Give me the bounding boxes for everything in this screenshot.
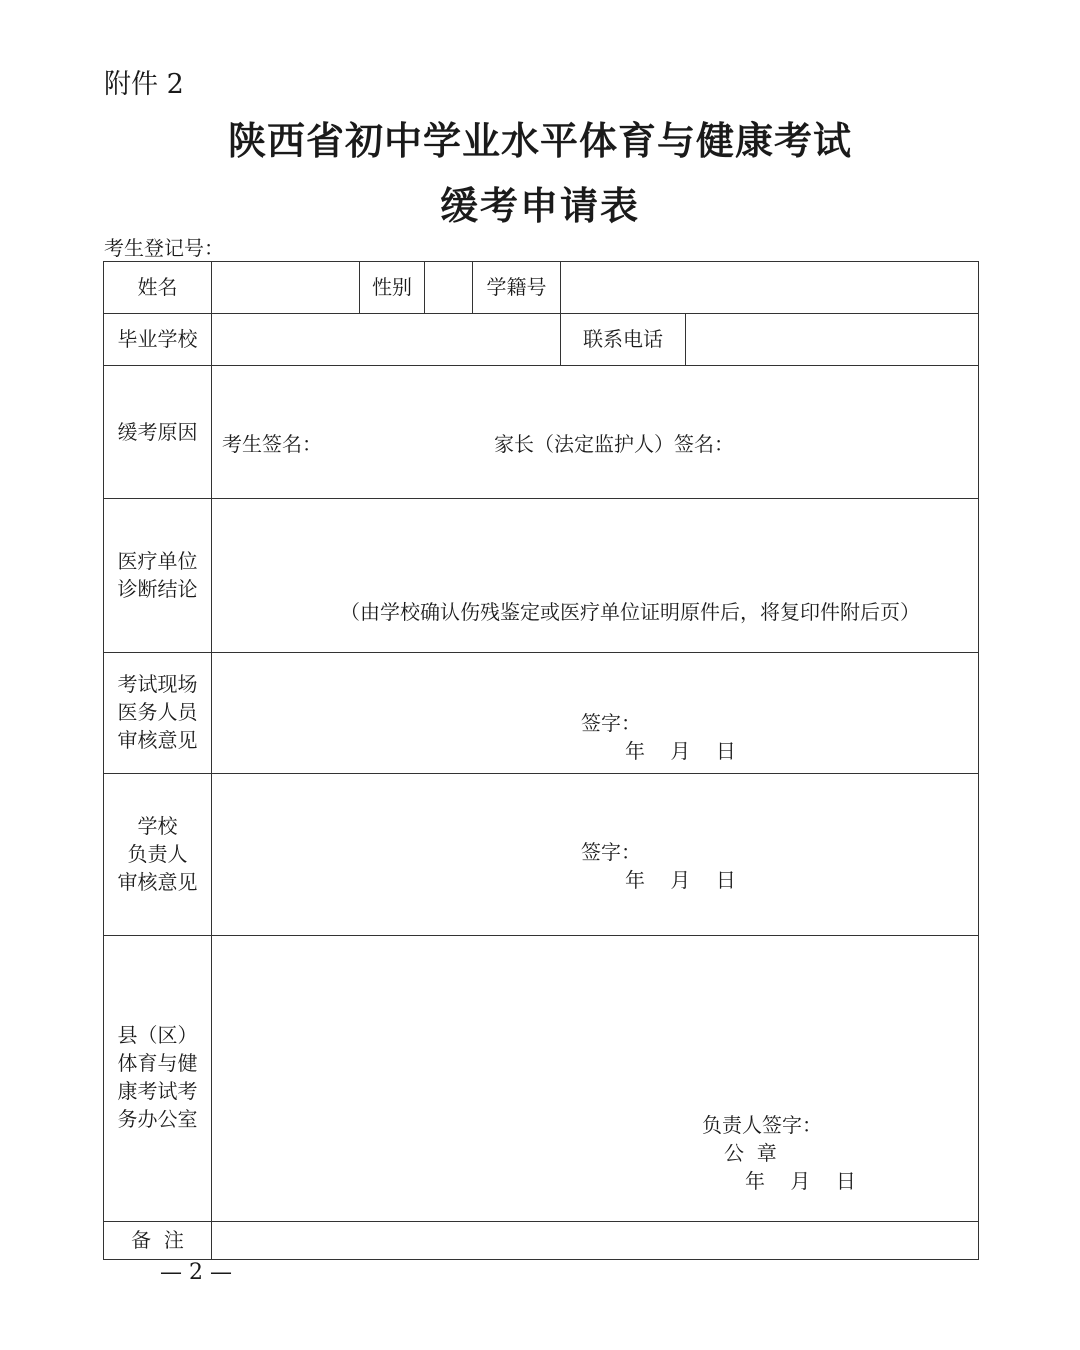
page-number: — 2 — bbox=[160, 1260, 232, 1285]
medical-note: （由学校确认伤残鉴定或医疗单位证明原件后，将复印件附后页） bbox=[340, 600, 920, 624]
county-label-line4: 务办公室 bbox=[117, 1107, 198, 1131]
county-head-signature-label: 负责人签字： bbox=[702, 1113, 822, 1137]
school-head-date: 年 月 日 bbox=[625, 868, 736, 892]
phone-field[interactable] bbox=[686, 314, 978, 365]
medical-label-line1: 医疗单位 bbox=[117, 549, 198, 573]
medical-conclusion-field[interactable] bbox=[212, 499, 978, 652]
onsite-label-line1: 考试现场 bbox=[117, 672, 198, 696]
onsite-signature-label: 签字： bbox=[581, 711, 641, 735]
registration-number-label: 考生登记号： bbox=[104, 236, 224, 260]
table-border-bottom bbox=[103, 1259, 979, 1260]
county-label-line1: 县（区） bbox=[117, 1023, 198, 1047]
remarks-label: 备 注 bbox=[131, 1228, 184, 1252]
gender-label: 性别 bbox=[372, 275, 412, 299]
school-head-label-line2: 负责人 bbox=[127, 842, 188, 866]
phone-label: 联系电话 bbox=[583, 327, 663, 351]
school-field[interactable] bbox=[212, 314, 560, 365]
student-id-label: 学籍号 bbox=[486, 275, 547, 299]
student-id-field[interactable] bbox=[561, 262, 978, 313]
county-date: 年 月 日 bbox=[745, 1169, 856, 1193]
school-label: 毕业学校 bbox=[117, 327, 198, 351]
name-field[interactable] bbox=[212, 262, 359, 313]
onsite-date: 年 月 日 bbox=[625, 739, 736, 763]
county-opinion-field[interactable] bbox=[212, 936, 978, 1221]
medical-label-line2: 诊断结论 bbox=[117, 577, 198, 601]
school-head-label-line1: 学校 bbox=[137, 814, 178, 838]
name-label: 姓名 bbox=[137, 275, 178, 299]
parent-signature-label: 家长（法定监护人）签名： bbox=[494, 432, 734, 456]
onsite-label-line3: 审核意见 bbox=[117, 728, 198, 752]
form-subtitle: 缓考申请表 bbox=[439, 184, 640, 228]
reason-label: 缓考原因 bbox=[117, 420, 198, 444]
official-seal-label: 公 章 bbox=[724, 1141, 777, 1165]
form-title: 陕西省初中学业水平体育与健康考试 bbox=[227, 119, 852, 163]
school-head-signature-label: 签字： bbox=[581, 840, 641, 864]
school-head-label-line3: 审核意见 bbox=[117, 870, 198, 894]
gender-field[interactable] bbox=[425, 262, 472, 313]
remarks-field[interactable] bbox=[212, 1222, 978, 1259]
table-border-right bbox=[978, 261, 979, 1260]
county-label-line3: 康考试考 bbox=[117, 1079, 198, 1103]
attachment-label: 附件 2 bbox=[104, 69, 184, 100]
student-signature-label: 考生签名： bbox=[222, 432, 322, 456]
county-label-line2: 体育与健 bbox=[117, 1051, 198, 1075]
onsite-label-line2: 医务人员 bbox=[117, 700, 198, 724]
